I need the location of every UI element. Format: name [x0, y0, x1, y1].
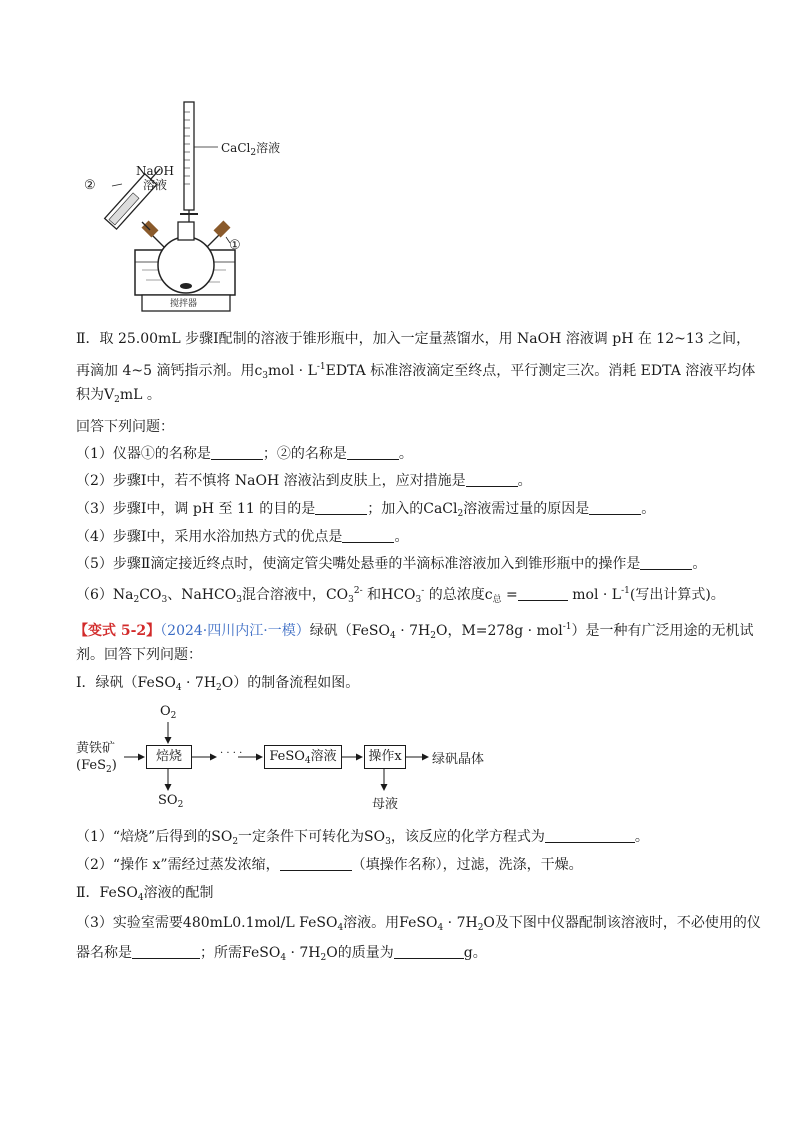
- flow-so2: $SO_2$: [158, 793, 184, 810]
- flow-dots: · · · ·: [220, 748, 243, 759]
- flow-product: 绿矾晶体: [432, 752, 485, 767]
- part1-heading: I．绿矾（FeSO$_4$ · $7H_2O$）的制备流程如图。: [76, 675, 360, 693]
- questions-intro: 回答下列问题：: [76, 419, 174, 435]
- question-3: （3）步骤Ⅰ中，调 pH 至 11 的目的是 ；加入的CaCl$_2$溶液需过量的原因是 。: [76, 501, 656, 519]
- question-3b-line2: 器名称是 ；所需FeSO$_4$ · $7H_2O$的质量为 g。: [76, 945, 487, 963]
- answer-blank[interactable]: [132, 944, 200, 959]
- variant-source: （2024·四川内江·一模）: [160, 623, 310, 639]
- question-3b: （3）实验室需要480mL0.1mol/L FeSO$_4$溶液。用FeSO$_4$ · $7H_2O$及下图中仪器配制该溶液时，不必使用的仪: [76, 915, 761, 933]
- answer-blank[interactable]: [545, 828, 635, 843]
- variant-header: 【变式 5-2】（2024·四川内江·一模）绿矾（FeSO$_4$ · $7H_2O$，M=278g · mol$^{-1}$）是一种有广泛用途的无机试: [74, 622, 754, 641]
- step2-line3: 积为$V_2mL$ 。: [76, 387, 161, 405]
- stirrer-label: 搅拌器: [170, 299, 198, 309]
- flow-feso4-box: FeSO$_4$溶液: [264, 745, 342, 769]
- naoh-label: NaOH 溶液: [136, 164, 174, 192]
- flow-roast-box: 焙烧: [146, 745, 192, 769]
- question-4: （4）步骤Ⅰ中，采用水浴加热方式的优点是 。: [76, 529, 409, 545]
- flow-operation-box: 操作x: [364, 745, 406, 769]
- part2-heading: Ⅱ．FeSO$_4$溶液的配制: [76, 885, 214, 903]
- answer-blank[interactable]: [394, 944, 464, 959]
- question-1: （1）仪器①的名称是 ；②的名称是 。: [76, 446, 413, 462]
- flow-mother-liquor: 母液: [372, 797, 399, 812]
- question-2b: （2）“操作 x”需经过蒸发浓缩， （填操作名称），过滤，洗涤，干燥。: [76, 857, 583, 873]
- marker-2: ②: [84, 178, 96, 193]
- marker-1: ①: [229, 238, 241, 253]
- step2-line2: 再滴加 4~5 滴钙指示剂。用$c_3mol$ · $L^{-1}EDTA$ 标准溶液滴定至终点，平行测定三次。消耗 EDTA 溶液平均体: [76, 362, 756, 381]
- question-5: （5）步骤Ⅱ滴定接近终点时，使滴定管尖嘴处悬垂的半滴标准溶液加入到锥形瓶中的操作是 。: [76, 556, 707, 572]
- step2-line1: Ⅱ．取 25.00mL 步骤Ⅰ配制的溶液于锥形瓶中，加入一定量蒸馏水，用 NaOH 溶液调 pH 在 12~13 之间，: [76, 331, 751, 347]
- variant-tag: 【变式 5-2】: [74, 623, 161, 639]
- flow-o2: $O_2$: [160, 704, 177, 721]
- flow-ore: 黄铁矿 (FeS$_2$): [76, 741, 117, 775]
- cacl2-label: CaCl$_2$溶液: [221, 141, 281, 158]
- question-2: （2）步骤Ⅰ中，若不慎将 NaOH 溶液沾到皮肤上，应对措施是 。: [76, 473, 532, 489]
- variant-line2: 剂。回答下列问题：: [76, 647, 202, 663]
- answer-blank[interactable]: [280, 856, 352, 871]
- question-1b: （1）“焙烧”后得到的$SO_2$一定条件下可转化为$SO_3$，该反应的化学方程式为 。: [76, 829, 649, 847]
- question-6: $(6)Na_2CO_3$、NaHCO$_3$混合溶液中，$CO_3^{2-}$ 和$HCO_3^-$ 的总浓度$c_总$ = mol · $L^{-1}$(写出计算式)。: [76, 586, 725, 605]
